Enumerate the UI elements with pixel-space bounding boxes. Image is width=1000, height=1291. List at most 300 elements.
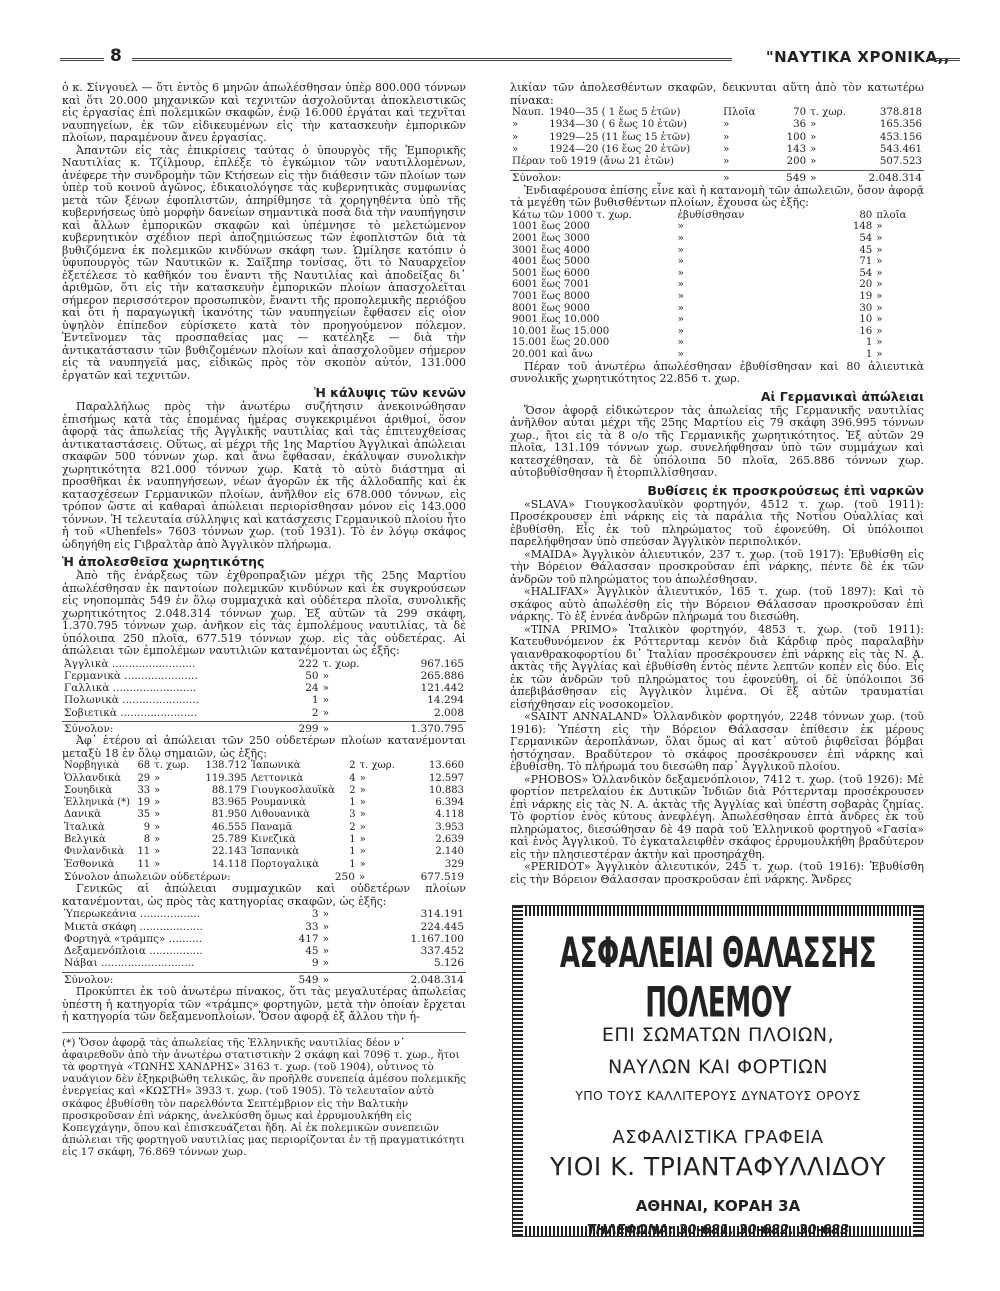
table-cell: »: [810, 119, 817, 131]
table-cell: 1: [349, 858, 356, 870]
table-cell: Νορβηγικὰ: [64, 760, 120, 772]
paragraph: «TINA PRIMO» Ἰταλικὸν φορτηγόν, 4853 τ. χωρ. (τοῦ 1911): Κατευθυνόμενον ἐκ Ρόττερνταμ κενὸν διὰ Κάρδιφ πρὸς παραλαβὴν γαιανθρακοφορτίου δι᾽ Ἰταλίαν προσέκρουσεν ἐπὶ νάρκης εἰς τὰς Ν. Α. ἀκτὰς τῆς Ἀγγλίας καὶ ἐβυθίσθη ἐντὸς πέντε λεπτῶν κοπὲν εἰς δύο. Εἷς ἐκ τῶν ἀνδρῶν τοῦ πληρώματος του ἐφονεύθη, οἱ δὲ ὑπόλοιποι 36 ἀπεβιβάσθησαν εἰς Ἀγγλικὸν λιμένα. Οἱ ἓξ αὐτῶν τραυματίαι εἰσήχθησαν εἰς νοσοκομεῖον.: [510, 622, 924, 711]
table-row: [62, 797, 466, 809]
table-row: [62, 921, 466, 933]
table-cell: 1: [349, 846, 356, 858]
table-row: [62, 834, 466, 846]
table-cell: »: [359, 809, 366, 821]
table-cell: 3: [311, 908, 319, 921]
table-cell: »: [359, 834, 366, 846]
table-cell: Πολωνικὰ .......................: [64, 694, 199, 707]
table-cell: 14.294: [427, 694, 464, 707]
table-cell: »: [359, 772, 366, 784]
table-cell: 1934—30 ( 6 ἔως 10 ἐτῶν): [549, 119, 687, 131]
table-cell: 11: [137, 846, 151, 858]
table-row: [62, 846, 466, 858]
table-row: [510, 144, 924, 156]
table-cell: 2: [349, 784, 356, 796]
paragraph: Γενικῶς αἱ ἀπώλειαι συμμαχικῶν καὶ οὐδετέρων πλοίων κατανέμονται, ὡς πρὸς τὰς κατηγορίας σκαφῶν, ὡς ἑξῆς:: [62, 882, 466, 908]
table-cell: 543.461: [879, 143, 922, 155]
table-cell: Πέραν: [512, 156, 546, 168]
table-row: [62, 694, 466, 706]
table-cell: 2.639: [435, 834, 464, 846]
table-cell: 50: [305, 669, 319, 682]
table-row: [510, 210, 924, 222]
table-cell: »: [322, 694, 329, 707]
table-cell: 9001 ἕως 10.000: [512, 314, 600, 326]
table-cell: 224.445: [420, 920, 464, 933]
table-row: [510, 172, 924, 184]
table-cell: 10: [859, 314, 873, 326]
table-cell: 1.167.100: [410, 932, 464, 945]
table-cell: 45: [305, 945, 319, 958]
table-cell: »: [677, 244, 684, 256]
ad-border: [513, 906, 923, 916]
table-cell: Κινεζικὰ: [250, 834, 296, 846]
table-cell: Δεξαμενόπλοια ................: [64, 945, 203, 958]
table-cell: »: [723, 156, 730, 168]
table-cell: »: [677, 337, 684, 349]
table-cell: 200: [786, 156, 807, 168]
section-heading: Ἡ ἀπολεσθεῖσα χωρητικότης: [62, 554, 265, 569]
table-cell: 33: [305, 920, 319, 933]
table-cell: 549: [298, 973, 319, 986]
table-cell: Ἰσπανικὰ: [250, 846, 300, 858]
table-cell: »: [876, 337, 883, 349]
table-cell: »: [154, 772, 161, 784]
table-cell: 337.452: [420, 945, 464, 958]
insurance-advertisement: [512, 905, 924, 1237]
paragraph: Ὅσον ἀφορᾷ εἰδικώτερον τὰς ἀπωλείας τῆς Γερμανικῆς ναυτιλίας ἀνῆλθον αὗται μέχρι τῆς 25ης Μαρτίου εἰς 79 σκάφη 396.995 τόννων χωρ., ἤτοι εἰς τὰ 8 ο/ο τῆς Γερμανικῆς χωρητικότητος. Ἐξ αὐτῶν 29 πλοῖα, 131.109 τόννων χωρ. συνελήφθησαν ὑπὸ τῶν συμμάχων καὶ κατεσχέθησαν, τὰ δὲ ὑπόλοιπα 50 πλοῖα, 265.886 τόννων χωρ. αὐτοβυθίσθησαν ἢ ἐτορπιλλίσθησαν.: [510, 403, 924, 479]
table-cell: 417: [298, 932, 319, 945]
table-cell: Γιουγκοσλαυϊκὰ: [250, 784, 335, 796]
table-cell: »: [723, 143, 730, 155]
table-rule: [62, 972, 466, 973]
table-row: [62, 945, 466, 957]
header-rule: [60, 58, 104, 61]
table-cell: »: [358, 870, 366, 883]
table-row: [62, 682, 466, 694]
table-cell: »: [810, 172, 817, 185]
table-cell: 677.519: [420, 870, 464, 883]
table-cell: »: [677, 221, 684, 233]
table-cell: 22.143: [211, 846, 247, 858]
neutral-losses-table: [62, 760, 466, 871]
table-cell: Ἑλληνικὰ (*): [64, 797, 131, 809]
ad-line: ΝΑΥΛΩΝ ΚΑΙ ΦΟΡΤΙΩΝ: [608, 1056, 828, 1078]
table-cell: Κάτω τῶν 1000 τ. χωρ.: [512, 209, 633, 221]
table-cell: Βελγικὰ: [64, 834, 106, 846]
table-cell: Νάβαι ............................: [64, 957, 195, 970]
table-cell: Μικτὰ σκάφη ...................: [64, 920, 203, 933]
paragraph: ὁ κ. Σίνγουελ — ὅτι ἐντὸς 6 μηνῶν ἀπωλέσθησαν ὑπὲρ 800.000 τόννων καὶ ὅτι 20.000 μηχανικῶν καὶ τεχνιτῶν ἀσχολοῦνται ἀποκλειστικῶς εἰς ἐργασίας ἐπὶ πολεμικῶν σκαφῶν, ἐνῷ 16.000 ἐργάται καὶ τεχνῖται ναυπηγείων, ἐκ τῶν εἰδικευμένων εἰς τὴν κατασκευὴν ἐμπορικῶν πλοίων, παραμένουν ἄνευ ἐργασίας.: [62, 81, 466, 144]
table-cell: 20: [859, 279, 873, 291]
table-row: [62, 822, 466, 834]
table-cell: »: [876, 348, 883, 360]
table-row: [62, 809, 466, 821]
table-cell: »: [677, 232, 684, 244]
table-cell: »: [723, 172, 730, 185]
table-cell: 20.001 καὶ ἄνω: [512, 348, 593, 360]
table-cell: 143: [786, 143, 807, 155]
table-cell: 378.818: [879, 107, 922, 118]
left-column: [62, 82, 466, 1159]
ship-age-table: [510, 107, 924, 168]
table-row: [510, 233, 924, 245]
table-cell: Σοβιετικὰ .......................: [64, 706, 198, 719]
table-row: [510, 256, 924, 268]
section-heading: Αἱ Γερμανικαὶ ἀπώλειαι: [760, 388, 924, 404]
table-cell: 13.660: [429, 760, 464, 772]
table-cell: 88.179: [211, 784, 247, 796]
table-cell: 4001 ἕως 5000: [512, 256, 590, 268]
table-cell: Λεττονικὰ: [250, 772, 304, 784]
table-cell: »: [677, 279, 684, 291]
table-cell: »: [677, 256, 684, 268]
table-cell: 5.126: [433, 957, 464, 970]
table-cell: 1924—20 (16 ἔως 20 ἐτῶν): [549, 143, 691, 155]
table-cell: 100: [786, 131, 807, 143]
table-cell: »: [154, 809, 161, 821]
table-cell: Σύνολον:: [64, 973, 114, 986]
table-cell: 121.442: [420, 682, 464, 695]
table-cell: 2: [349, 760, 356, 772]
ad-address: ΑΘΗΝΑΙ, ΚΟΡΑΗ 3Α: [635, 1197, 801, 1215]
table-cell: τ. χωρ.: [322, 657, 360, 670]
table-cell: τοῦ 1919 (ἄνω 21 ἐτῶν): [549, 156, 674, 168]
table-row: [62, 957, 466, 969]
table-cell: 265.886: [420, 669, 464, 682]
table-cell: 83.965: [211, 797, 247, 809]
table-cell: »: [876, 279, 883, 291]
paragraph: λικίαν τῶν ἀπολεσθέντων σκαφῶν, δεικνυται αὕτη ἀπὸ τὸν κατωτέρω πίνακα:: [510, 81, 924, 107]
table-cell: »: [876, 221, 883, 233]
table-cell: 2: [311, 706, 319, 719]
table-cell: 1001 ἕως 2000: [512, 221, 590, 233]
table-cell: Πλοῖα: [723, 107, 756, 118]
ad-content: [529, 920, 907, 1238]
table-cell: Παναμᾶ: [250, 821, 293, 833]
table-cell: 2.048.314: [868, 172, 922, 185]
table-row: [62, 908, 466, 920]
table-cell: »: [876, 232, 883, 244]
table-cell: Ἰαπωνικὰ: [250, 760, 301, 772]
table-cell: »: [322, 908, 329, 921]
table-row: [62, 707, 466, 719]
table-row: [510, 326, 924, 338]
paragraph: «MAIDA» Ἀγγλικὸν ἁλιευτικόν, 237 τ. χωρ. (τοῦ 1917): Ἐβυθίσθη εἰς τὴν Βόρειον Θάλασσαν προσκροῦσαν ἐπὶ νάρκης, πέντε δὲ ἐκ τῶν ἀνδρῶν τοῦ πληρώματος του ἀπωλέσθησαν.: [510, 547, 924, 586]
table-cell: Σουηδικὰ: [64, 784, 113, 796]
table-cell: »: [512, 143, 519, 155]
table-row: [62, 859, 466, 871]
table-cell: 25.789: [211, 834, 247, 846]
ad-headline: ΑΣΦΑΛΕΙΑΙ ΘΑΛΑΣΣΗΣ ΠΟΛΕΜΟΥ: [559, 928, 877, 1027]
belligerent-losses-table: [62, 658, 466, 719]
table-row: [510, 314, 924, 326]
table-cell: 2.048.314: [410, 973, 464, 986]
table-cell: 81.950: [211, 809, 247, 821]
table-row: [510, 245, 924, 257]
footnote: (*) Ὅσον ἀφορᾷ τὰς ἀπωλείας τῆς Ἑλληνικῆς ναυτιλίας δέον ν᾽ ἀφαιρεθοῦν ἀπὸ τὴν ἀνωτέρω στατιστικὴν 2 σκάφη καὶ 7096 τ. χωρ., ἤτοι τὰ φορτηγὰ «ΤΩΝΗΣ ΧΑΝΔΡΗΣ» 3163 τ. χωρ. (τοῦ 1904), οὗτινος τὸ ναυάγιον δὲν ἐξηκριβώθη τελικῶς, ἂν προῆλθε συνεπείᾳ ἀμέσου πολεμικῆς ἐνεργείας καὶ «ΚΩΣΤΗ» 3933 τ. χωρ. (τοῦ 1905). Τὸ τελευταῖον αὐτὸ σκάφος ἐβυθίσθη τὸν παρελθόντα Σεπτέμβριον εἰς τὴν Βαλτικὴν προσκροῦσαν ἐπὶ νάρκης, ἀνελκύσθη ὅμως καὶ ἐρρυμουλκήθη εἰς Κοπεγχάγην, ὅπου καὶ ἐπισκευάζεται ἤδη. Αἱ ἐκ πολεμικῶν συνεπειῶν ἀπώλειαι τῆς φορτηγοῦ ναυτιλίας μας περιορίζονται ἐν τῇ πραγματικότητι εἰς 17 σκάφη, 76.869 τόννων χωρ.: [62, 1032, 466, 1159]
table-cell: »: [723, 119, 730, 131]
table-cell: »: [677, 325, 684, 337]
table-cell: »: [322, 722, 329, 735]
table-row: [510, 107, 924, 119]
table-cell: 29: [137, 772, 151, 784]
table-cell: Ἀγγλικὰ .........................: [64, 657, 196, 670]
table-cell: 3001 ἕως 4000: [512, 244, 590, 256]
table-cell: 222: [298, 657, 319, 670]
table-cell: »: [359, 858, 366, 870]
table-cell: 54: [859, 267, 873, 279]
table-cell: 2.008: [433, 706, 464, 719]
table-cell: ἐβυθίσθησαν: [677, 209, 745, 221]
table-row: [62, 933, 466, 945]
table-cell: »: [876, 267, 883, 279]
table-row: [510, 303, 924, 315]
table-cell: 7001 ἕως 8000: [512, 290, 590, 302]
table-cell: 70: [793, 107, 807, 118]
header-rule: [132, 58, 732, 61]
table-cell: »: [810, 143, 817, 155]
table-row: [510, 156, 924, 168]
table-cell: Ἰταλικὰ: [64, 821, 105, 833]
table-cell: 6001 ἕως 7001: [512, 279, 590, 291]
table-row: [510, 291, 924, 303]
table-cell: Λιθουανικὰ: [250, 809, 310, 821]
table-cell: Γαλλικὰ .........................: [64, 682, 197, 695]
table-cell: 2: [349, 821, 356, 833]
table-cell: »: [512, 119, 519, 131]
table-cell: 11: [137, 858, 151, 870]
paragraph: «PHOBOS» Ὁλλανδικὸν δεξαμενόπλοιον, 7412 τ. χωρ. (τοῦ 1926): Μὲ φορτίον πετρελαίου ἐκ Δυτικῶν Ἰνδιῶν διὰ Ρόττερνταμ προσέκρουσεν ἐπὶ νάρκης εἰς τὰς Ν. Α. ἀκτὰς τῆς Ἀγγλίας καὶ ὑπέστη σοβαρὰς ζημίας. Τὸ φορτίον ἐνὸς κύτους ἀνεφλέγη. Ἀπωλέσθησαν ἑπτὰ ἄνδρες ἐκ τοῦ πληρώματος, διεσώθησαν δὲ 49 παρὰ τοῦ Ἑλληνικοῦ φορτηγοῦ «Γασία» καὶ ἑνὸς Ἀγγλικοῦ. Τὸ ἐγκαταλειφθὲν σκάφος ἐρρυμουλκήθη βραδύτερον εἰς τὴν πλησιεστέραν ἀκτὴν καὶ προσηράχθη.: [510, 772, 924, 861]
table-cell: 1929—25 (11 ἔως 15 ἐτῶν): [549, 131, 691, 143]
table-cell: 8: [143, 834, 151, 846]
table-cell: τ. χωρ.: [359, 760, 395, 772]
table-row: [62, 760, 466, 772]
table-cell: 10.883: [429, 784, 464, 796]
table-cell: 1.370.795: [410, 722, 464, 735]
table-cell: »: [322, 973, 329, 986]
table-cell: 165.356: [879, 119, 922, 131]
table-cell: 71: [859, 256, 873, 268]
table-cell: »: [359, 784, 366, 796]
table-cell: τ. χωρ.: [154, 760, 190, 772]
ad-company-name: ΥΙΟΙ Κ. ΤΡΙΑΝΤΑΦΥΛΛΙΔΟΥ: [550, 1152, 886, 1181]
ad-line: ΥΠΟ ΤΟΥΣ ΚΑΛΛΙΤΕΡΟΥΣ ΔΥΝΑΤΟΥΣ ΟΡΟΥΣ: [575, 1088, 861, 1103]
table-cell: 1940—35 ( 1 ἔως 5 ἐτῶν): [549, 107, 681, 118]
table-cell: Ρουμανικὰ: [250, 797, 306, 809]
table-cell: »: [154, 834, 161, 846]
table-cell: 6.394: [435, 797, 464, 809]
table-cell: 329: [444, 858, 464, 870]
table-row: [510, 268, 924, 280]
table-row: [62, 785, 466, 797]
ad-border: [513, 906, 523, 1236]
table-cell: 30: [859, 302, 873, 314]
table-row: [62, 658, 466, 670]
paragraph: Ἀπαντῶν εἰς τὰς ἐπικρίσεις ταύτας ὁ ὑπουργὸς τῆς Ἐμπορικῆς Ναυτιλίας κ. Τζίλμουρ, ἐπλέξε τὸ ἐγκώμιον τῶν ναυτιλλομένων, ἀνέφερε τὴν συνδρομὴν τῶν Κτήσεων εἰς τὴν διάθεσιν τῶν πλοίων των ὑπὲρ τοῦ κοινοῦ ἀγῶνος, ἐδικαιολόγησε τὰς κυβερνητικὰς συμφωνίας μετὰ τῶν ξένων ἐφοπλιστῶν, ἀπηρίθμησε τὰ χορηγηθέντα ὑπὸ τῆς κυβερνήσεως ὑπὸ μορφὴν δανείων σημαντικὰ ποσὰ διὰ τὴν ναυπήγησιν καὶ ἄλλων ἐμπορικῶν σκαφῶν καὶ ὑπέμνησε τὸ μελετώμενον κυβερνητικὸν σχέδιον περὶ ἀποζημιώσεως τῶν ἐφοπλιστῶν διὰ τὰ βυθιζόμενα ἐκ πολεμικῶν κινδύνων σκάφη των. Ὡμίλησε κατόπιν ὁ ὑφυπουργὸς τῶν Ναυτικῶν κ. Σαϊξπηρ τονίσας, ὅτι τὸ Ναυαρχεῖον ἐξετέλεσε τὸ καθῆκόν του ἔναντι τῆς Ναυτιλίας καὶ ἀποδείξας δι᾽ ἀριθμῶν, ὅτι εἰς τὴν κατασκευὴν ἐμπορικῶν πλοίων ἀπασχολεῖται σήμερον περισσότερον προσωπικὸν, ἔναντι τῆς προπολεμικῆς περιόδου καὶ ὅτι ἡ παραγωγικὴ ἱκανότης τῶν ναυπηγείων ἔφθασεν εἰς οἷον ὑψηλὸν ἐπίπεδον εὑρίσκετο κατὰ τὸν προηγούμενον πόλεμον. Ἐντεῖνομεν τὰς προσπαθείας μας — κατέληξε — διὰ τὴν ἀντικατάστασιν τῶν βυθιζομένων πλοίων καὶ ἀπασχολοῦμεν σήμερον εἰς τὰ ναυπηγεῖά μας, εἰδικῶς πρὸς τὸν σκοπὸν αὐτόν, 131.000 ἐργατῶν καὶ τεχνιτῶν.: [62, 143, 466, 382]
ad-line: ΕΠΙ ΣΩΜΑΤΩΝ ΠΛΟΙΩΝ,: [601, 1024, 835, 1046]
table-cell: 19: [137, 797, 151, 809]
table-cell: Γερμανικὰ ......................: [64, 669, 198, 682]
table-cell: »: [876, 256, 883, 268]
header-rule: [928, 58, 960, 61]
table-cell: »: [322, 669, 329, 682]
table-cell: »: [154, 797, 161, 809]
section-heading: Ἡ κάλυψις τῶν κενῶν: [313, 385, 466, 400]
table-cell: 453.156: [879, 131, 922, 143]
table-cell: »: [154, 846, 161, 858]
table-cell: 68: [137, 760, 151, 772]
table-cell: 299: [298, 722, 319, 735]
page-number: 8: [110, 46, 122, 66]
table-cell: »: [876, 325, 883, 337]
table-cell: Πορτογαλικὰ: [250, 858, 319, 870]
table-cell: »: [322, 957, 329, 970]
table-rule: [62, 721, 466, 722]
paragraph: Πέραν τοῦ ἀνωτέρω ἀπωλέσθησαν ἐβυθίσθησαν καὶ 80 ἁλιευτικὰ συνολικῆς χωρητικότητος 22.856 τ. χωρ.: [510, 359, 924, 385]
table-cell: 36: [793, 119, 807, 131]
table-cell: 119.395: [205, 772, 247, 784]
paragraph: Παραλλήλως πρὸς τὴν ἀνωτέρω συζήτησιν ἀνεκοινώθησαν ἐπισήμως κατὰ τὰς ἑπομένας ἡμέρας συγκεκριμένοι ἀριθμοί, ὅσον ἀφορᾷ τὰς ἀπωλείας τῆς Ἀγγλικῆς ναυτιλίας καὶ τὰς ἐπιτευχθείσας ἀντικαταστάσεις. Οὕτως, αἱ μέχρι τῆς 1ης Μαρτίου Ἀγγλικαὶ ἀπώλειαι σκαφῶν 500 τόννων χωρ. καὶ ἄνω ἔφθασαν, ἐκάλυψαν συνολικὴν χωρητικότητα 821.000 τόννων χωρ. Κατὰ τὸ αὐτὸ διάστημα αἱ προσθῆκαι ἐκ ναυπηγήσεων, νέων ἀγορῶν ἐκ τῆς ἀλλοδαπῆς καὶ ἐκ κατασχέσεων Γερμανικῶν πλοίων, ἀνῆλθον εἰς 678.000 τόννων, εἰς τρόπον ὥστε αἱ καθαραὶ ἀπώλειαι περιορίσθησαν μόνον εἰς 143.000 τόννων. Ἡ τελευταία σύλληψις καὶ κατάσχεσις Γερμανικοῦ πλοίου ἦτο ἡ τοῦ «Uhenfels» 7603 τόννων χωρ. (τοῦ 1931). Τὸ ἐν λόγῳ σκάφος ὡδηγήθη εἰς Γιβραλτὰρ ἀπὸ Ἀγγλικὸν πλήρωμα.: [62, 400, 466, 551]
table-cell: 19: [859, 290, 873, 302]
table-cell: »: [876, 244, 883, 256]
table-cell: 5001 ἕως 6000: [512, 267, 590, 279]
ship-size-table: [510, 210, 924, 361]
table-cell: »: [154, 784, 161, 796]
table-cell: »: [810, 131, 817, 143]
table-cell: Ὑπερωκεάνια ..................: [64, 908, 201, 921]
table-cell: 1: [311, 694, 319, 707]
table-cell: »: [154, 858, 161, 870]
ship-age-total: [510, 172, 924, 184]
paragraph: «SAINT ANNALAND» Ὁλλανδικὸν φορτηγόν, 2248 τόννων χωρ. (τοῦ 1916): Ὑπέστη εἰς τὴν Βόρειον Θάλασσαν ἐπίθεσιν ἐκ μέρους Γερμανικῶν ἀεροπλάνων, ὅλαι ὅμως αἱ κατ᾽ αὐτοῦ ῥιφθεῖσαι βόμβαι ἠστόχησαν. Βραδύτερον τὸ σκάφος προσέκρουσεν ἐπὶ νάρκης καὶ ἐβυθίσθη. Τὸ πλήρωμά του διεσώθη παρ᾽ Ἀγγλικοῦ πλοίου.: [510, 710, 924, 773]
table-cell: 15.001 ἕως 20.000: [512, 337, 610, 349]
table-cell: »: [154, 821, 161, 833]
table-cell: 14.118: [211, 858, 247, 870]
table-row: [510, 221, 924, 233]
table-cell: 9: [311, 957, 319, 970]
table-cell: 314.191: [420, 908, 464, 921]
table-cell: 2001 ἕως 3000: [512, 232, 590, 244]
table-cell: 4: [349, 772, 356, 784]
table-cell: 967.165: [420, 657, 464, 670]
table-cell: »: [677, 302, 684, 314]
table-cell: 1: [865, 348, 873, 360]
table-cell: »: [322, 945, 329, 958]
table-cell: 45: [859, 244, 873, 256]
table-cell: 1: [865, 337, 873, 349]
table-cell: »: [677, 348, 684, 360]
table-cell: Δανικὰ: [64, 809, 101, 821]
table-cell: 148: [852, 221, 873, 233]
table-cell: Ἐσθονικὰ: [64, 858, 115, 870]
table-cell: Ναυπ.: [512, 107, 544, 118]
table-rule: [510, 170, 924, 171]
table-cell: 80: [859, 209, 873, 221]
ad-border: [913, 906, 923, 1236]
ad-phones: ΤΗΛΕΦΩΝΑ: 30-681, 30-682, 30-683: [586, 1223, 850, 1238]
table-cell: 12.597: [429, 772, 464, 784]
table-cell: Ὁλλανδικὰ: [64, 772, 122, 784]
table-cell: »: [677, 314, 684, 326]
paragraph: «PERIDOT» Ἀγγλικὸν ἁλιευτικόν, 245 τ. χωρ. (τοῦ 1916): Ἐβυθίσθη εἰς τὴν Βόρειον Θάλασσαν προσκροῦσαν ἐπὶ νάρκης. Ἄνδρες: [510, 860, 924, 886]
table-cell: »: [876, 302, 883, 314]
table-cell: Σύνολον:: [512, 172, 562, 185]
table-cell: »: [322, 932, 329, 945]
table-cell: Φορτηγὰ «τράμπς» ..........: [64, 932, 203, 945]
table-cell: 4.118: [435, 809, 464, 821]
paragraph: Ἀφ᾽ ἑτέρου αἱ ἀπώλειαι τῶν 250 οὐδετέρων πλοίων κατανέμονται μεταξὺ 18 ἐν ὅλῳ σημαιῶν, ὡς ἑξῆς:: [62, 734, 466, 760]
table-cell: 33: [137, 784, 151, 796]
paragraph: «HALIFAX» Ἀγγλικὸν ἁλιευτικόν, 165 τ. χωρ. (τοῦ 1897): Καὶ τὸ σκάφος αὐτὸ ἀπωλέσθη εἰς τὴν Βόρειον Θάλασσαν προσκροῦσαν ἐπὶ νάρκης. Τὸ ἐξ ἑννέα ἀνδρῶν πλήρωμά του διεσώθη.: [510, 585, 924, 623]
table-cell: »: [810, 156, 817, 168]
ship-category-table: [62, 908, 466, 969]
table-cell: 250: [334, 870, 355, 883]
table-cell: τ. χωρ.: [810, 107, 846, 118]
table-cell: 138.712: [205, 760, 247, 772]
table-cell: »: [876, 290, 883, 302]
table-row: [62, 773, 466, 785]
paragraph: «SLAVA» Γιουγκοσλαυϊκὸν φορτηγόν, 4512 τ. χωρ. (τοῦ 1911): Προσέκρουσεν ἐπὶ νάρκης εἰς τὰ παράλια τῆς Νοτίου Οὐαλλίας καὶ ἐβυθίσθη. Εἷς ἐκ τοῦ πληρώματος τοῦ ἐφονεύθη. Οἱ ὑπόλοιποι παρελήφθησαν ὑπὸ σπεύσαν Ἀγγλικὸν περιπολικόν.: [510, 497, 924, 548]
table-row: [510, 337, 924, 349]
paragraph: Προκύπτει ἐκ τοῦ ἀνωτέρω πίνακος, ὅτι τὰς μεγαλυτέρας ἀπωλείας ὑπέστη ἡ κατηγορία τῶν «τράμπς» φορτηγῶν, μετὰ τὴν ὁποίαν ἔρχεται ἡ κατηγορία τῶν δεξαμενοπλοίων. Ὅσον ἀφορᾷ ἐξ ἄλλου τὴν ἡ-: [62, 985, 466, 1024]
table-cell: »: [512, 131, 519, 143]
table-cell: »: [359, 846, 366, 858]
table-cell: 2.140: [435, 846, 464, 858]
table-cell: 3: [349, 809, 356, 821]
table-cell: 16: [859, 325, 873, 337]
table-row: [510, 119, 924, 131]
table-cell: Φινλανδικὰ: [64, 846, 125, 858]
table-row: [510, 132, 924, 144]
table-cell: »: [723, 131, 730, 143]
table-cell: 549: [786, 172, 807, 185]
page-header: [60, 46, 960, 70]
table-cell: 24: [305, 682, 319, 695]
table-cell: 1: [349, 797, 356, 809]
table-cell: πλοῖα: [876, 209, 907, 221]
table-cell: »: [876, 314, 883, 326]
table-cell: 507.523: [879, 156, 922, 168]
table-cell: »: [359, 797, 366, 809]
table-cell: 35: [137, 809, 151, 821]
table-cell: 9: [143, 821, 151, 833]
table-cell: »: [322, 706, 329, 719]
table-cell: 10.001 ἕως 15.000: [512, 325, 610, 337]
table-row: [62, 670, 466, 682]
paragraph: Ἐνδιαφέρουσα ἐπίσης εἶνε καὶ ἡ κατανομὴ τῶν ἀπωλειῶν, ὅσον ἀφορᾷ τὰ μεγέθη τῶν βυθισθέντων πλοίων, ἔχουσα ὡς ἑξῆς:: [510, 183, 924, 210]
table-cell: »: [322, 682, 329, 695]
paragraph: Ἀπὸ τῆς ἐνάρξεως τῶν ἐχθροπραξιῶν μέχρι τῆς 25ης Μαρτίου ἀπωλέσθησαν ἐκ παντοίων πολεμικῶν κινδύνων καὶ ἐκ συγκρούσεων εἰς νηοπομπὰς 549 ἐν ὅλῳ συμμαχικὰ καὶ οὐδέτερα πλοῖα, συνολικῆς χωρητικότητος 2.048.314 τόννων χωρ. Ἐξ αὐτῶν τὰ 299 σκάφη, 1.370.795 τόννων χωρ. ἀνῆκον εἰς τὰς ἐμπολέμους ναυτιλίας, τὰ δὲ ὑπόλοιπα 250 πλοῖα, 677.519 τόννων χωρ. εἰς τὰς οὐδετέρας. Αἱ ἀπώλειαι τῶν ἐμπολέμων ναυτιλιῶν κατανέμονται ὡς ἑξῆς:: [62, 569, 466, 657]
table-cell: Σύνολον ἀπωλειῶν οὐδετέρων:: [64, 870, 231, 883]
table-cell: »: [322, 920, 329, 933]
section-heading: Βυθίσεις ἐκ προσκρούσεως ἐπὶ ναρκῶν: [647, 482, 924, 498]
table-row: [510, 279, 924, 291]
table-cell: 46.555: [211, 821, 247, 833]
table-row: [510, 349, 924, 361]
ad-line: ΑΣΦΑΛΙΣΤΙΚΑ ΓΡΑΦΕΙΑ: [612, 1127, 824, 1148]
table-cell: »: [359, 821, 366, 833]
publication-title: "ΝΑΥΤΙΚΑ ΧΡΟΝΙΚΑ,,: [765, 48, 950, 66]
table-cell: »: [677, 290, 684, 302]
table-cell: »: [677, 267, 684, 279]
table-cell: Σύνολον:: [64, 722, 114, 735]
right-column: [510, 82, 924, 886]
table-cell: 54: [859, 232, 873, 244]
table-cell: 3.953: [435, 821, 464, 833]
